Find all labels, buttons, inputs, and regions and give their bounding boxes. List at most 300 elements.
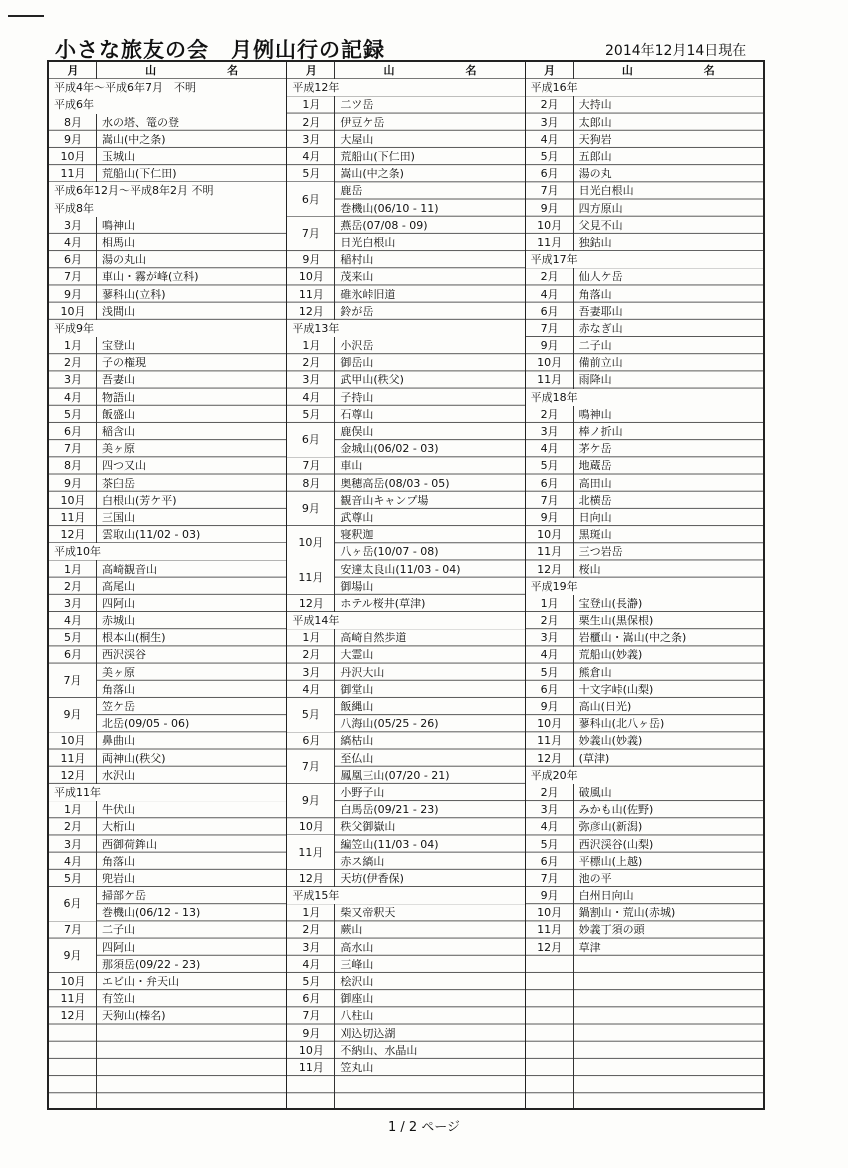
table-row [49, 1007, 286, 1024]
table-row [287, 371, 524, 388]
month-cell: 10月 [60, 493, 86, 507]
table-row [49, 475, 286, 492]
mountain-name-cell: 稲含山 [102, 426, 135, 438]
table-row [287, 406, 524, 423]
month-cell: 3月 [540, 115, 559, 129]
era-heading-row [49, 200, 286, 217]
mountain-name-cell: 桧沢山 [340, 976, 374, 988]
month-cell: 6月 [540, 854, 559, 868]
month-cell: 11月 [537, 734, 563, 748]
page-title: 小さな旅友の会 月例山行の記録 [55, 38, 385, 62]
era-heading-row [49, 96, 286, 113]
month-cell: 3月 [302, 940, 321, 954]
mountain-name-cell: 日光白根山 [340, 236, 396, 248]
month-cell: 8月 [64, 115, 82, 129]
mountain-name-cell: 三峰山 [340, 958, 374, 970]
month-cell: 4月 [302, 682, 321, 696]
table-row [49, 423, 286, 440]
mountain-name-cell: 熊倉山 [578, 666, 612, 678]
mountain-name-cell: 四方原山 [578, 202, 623, 214]
table-row [526, 681, 763, 698]
table-row [287, 165, 524, 182]
month-cell: 11月 [537, 545, 563, 559]
table-row [287, 1042, 524, 1059]
month-cell: 6月 [64, 648, 82, 662]
month-cell: 9月 [540, 510, 559, 524]
table-row [49, 354, 286, 371]
table-row [49, 853, 286, 870]
month-cell: 10月 [298, 820, 324, 834]
mountain-name-cell: 池の平 [578, 872, 612, 884]
month-cell: 8月 [64, 459, 82, 473]
mountain-name-cell: 独鈷山 [578, 236, 612, 248]
mountain-name-cell: 父見不山 [578, 219, 623, 231]
era-heading-row [526, 767, 763, 784]
table-row [526, 629, 763, 646]
era-label: 平成16年 [530, 81, 578, 95]
mountain-name-cell: 相馬山 [102, 236, 135, 248]
month-cell: 12月 [60, 768, 86, 782]
month-cell-merged: 7月 [287, 750, 334, 784]
table-row [287, 182, 524, 206]
month-cell: 1月 [302, 906, 321, 920]
month-cell: 7月 [540, 493, 559, 507]
table-row [526, 646, 763, 663]
month-cell: 6月 [540, 304, 559, 318]
era-heading-row [526, 251, 763, 268]
era-label: 平成18年 [530, 390, 578, 404]
month-cell: 9月 [540, 700, 559, 714]
table-row [287, 939, 524, 956]
month-cell: 4月 [540, 820, 559, 834]
mountain-name-cell: 鳴神山 [578, 408, 612, 420]
table-row [287, 251, 524, 268]
mountain-name-cell: 赤なぎ山 [578, 322, 623, 334]
mountain-name-cell: 不納山、水晶山 [340, 1044, 418, 1056]
month-cell: 5月 [64, 407, 82, 421]
mountain-name-cell: 有笠山 [102, 993, 135, 1005]
month-cell: 10月 [298, 270, 324, 284]
table-row [49, 698, 286, 722]
mountain-name-cell: 白州日向山 [578, 890, 634, 902]
table-row [526, 801, 763, 818]
era-heading-row [287, 887, 524, 904]
mountain-name-cell: 白馬岳(09/21 - 23) [340, 804, 439, 816]
month-cell: 5月 [302, 975, 321, 989]
table-row [287, 646, 524, 663]
month-cell-merged: 6月 [49, 887, 96, 921]
table-row [49, 457, 286, 474]
header-month: 月 [305, 64, 317, 78]
table-row [287, 835, 524, 859]
mountain-name-cell: 桜山 [578, 563, 601, 575]
mountain-name-cell: 車山・霧が峰(立科) [102, 271, 199, 283]
month-cell-merged: 9月 [287, 492, 334, 526]
month-cell: 5月 [302, 167, 321, 181]
month-cell: 3月 [302, 373, 321, 387]
mountain-name-cell: 西御荷鉾山 [102, 838, 157, 850]
mountain-name-cell: 巻機山(06/12 - 13) [102, 907, 201, 919]
table-row [287, 492, 524, 515]
table-row [526, 165, 763, 182]
month-cell: 9月 [64, 476, 82, 490]
month-cell: 9月 [540, 889, 559, 903]
mountain-name-cell: 那須岳(09/22 - 23) [102, 958, 201, 970]
month-cell: 1月 [540, 596, 559, 610]
mountain-name-cell: 鹿岳 [340, 185, 363, 197]
table-row [287, 732, 524, 749]
table-row [49, 492, 286, 509]
month-cell: 10月 [537, 906, 563, 920]
table-row [526, 835, 763, 852]
month-cell: 11月 [537, 235, 563, 249]
table-header-row [526, 62, 763, 79]
mountain-name-cell: 茶臼岳 [102, 477, 135, 489]
month-cell-merged: 10月 [287, 526, 334, 560]
table-row [49, 165, 286, 182]
mountain-name-cell: 大屋山 [340, 133, 374, 145]
month-cell: 1月 [64, 339, 82, 353]
mountain-name-cell: 至仏山 [340, 752, 374, 764]
era-heading-row [526, 79, 763, 96]
mountain-name-cell: 宝登山(長瀞) [578, 597, 643, 609]
table-row [526, 715, 763, 732]
mountain-name-cell: 八ヶ岳(10/07 - 08) [340, 546, 439, 558]
mountain-name-cell: 蓼科山(立科) [102, 288, 166, 300]
mountain-name-cell: 四つ又山 [102, 460, 146, 472]
table-row [49, 526, 286, 543]
table-row [49, 973, 286, 990]
month-cell: 7月 [302, 1009, 321, 1023]
mountain-name-cell: 仙人ケ岳 [578, 271, 623, 283]
mountain-name-cell: 高田山 [578, 477, 612, 489]
mountain-name-cell: 角落山 [102, 855, 135, 867]
month-cell: 11月 [537, 923, 563, 937]
table-row [287, 423, 524, 447]
mountain-name-cell: 秩父御嶽山 [340, 821, 396, 833]
table-row [49, 285, 286, 302]
mountain-name-cell: 角落山 [102, 683, 135, 695]
era-label: 平成6年 [54, 98, 94, 112]
mountain-name-cell: 玉城山 [102, 151, 135, 163]
table-row [49, 595, 286, 612]
month-cell: 6月 [64, 253, 82, 267]
month-cell: 3月 [64, 218, 82, 232]
table-row [526, 870, 763, 887]
mountain-name-cell: 二ツ岳 [340, 99, 374, 111]
table-row [49, 268, 286, 285]
table-row [526, 406, 763, 423]
mountain-name-cell: 湯の丸山 [102, 254, 146, 266]
month-cell: 9月 [64, 132, 82, 146]
era-heading-row [287, 79, 524, 96]
table-row [287, 114, 524, 131]
month-cell: 5月 [64, 871, 82, 885]
table-row [287, 595, 524, 612]
month-cell: 10月 [298, 1043, 324, 1057]
month-cell: 10月 [60, 150, 86, 164]
mountain-name-cell: 湯の丸 [578, 168, 612, 180]
table-row [526, 939, 763, 956]
mountain-name-cell: 平標山(上越) [578, 855, 643, 867]
table-row [526, 543, 763, 560]
table-row [287, 131, 524, 148]
mountain-name-cell: 掃部ケ岳 [102, 890, 146, 902]
table-row [526, 612, 763, 629]
table-row [526, 492, 763, 509]
mountain-name-cell: 武甲山(秩父) [340, 374, 404, 386]
mountain-name-cell: 車山 [340, 460, 363, 472]
mountain-name-cell: 水の塔、篭の登 [102, 116, 179, 128]
table-column-1 [49, 62, 287, 1108]
mountain-name-cell: 棒ノ折山 [578, 426, 623, 438]
header-month: 月 [544, 64, 556, 78]
era-heading-row [49, 543, 286, 560]
table-row [287, 457, 524, 474]
mountain-name-cell: エビ山・弁天山 [102, 976, 179, 988]
table-row [526, 182, 763, 199]
mountain-name-cell: 荒船山(下仁田) [340, 151, 415, 163]
month-cell: 11月 [60, 167, 86, 181]
table-row [287, 560, 524, 584]
month-cell: 2月 [540, 785, 559, 799]
table-row [49, 801, 286, 818]
mountain-name-cell: 天坊(伊香保) [340, 872, 404, 884]
table-row [287, 285, 524, 302]
table-row [287, 1059, 524, 1076]
mountain-name-cell: 三つ岩岳 [578, 546, 623, 558]
table-row [49, 114, 286, 131]
table-row [49, 921, 286, 938]
month-cell: 5月 [540, 150, 559, 164]
month-cell-merged: 9月 [49, 939, 96, 973]
month-cell: 4月 [540, 132, 559, 146]
table-header-row [287, 62, 524, 79]
month-cell: 4月 [540, 442, 559, 456]
mountain-name-cell: 鼻曲山 [102, 735, 135, 747]
era-label: 平成19年 [530, 579, 578, 593]
table-row [287, 1007, 524, 1024]
month-cell: 9月 [540, 201, 559, 215]
table-row [49, 939, 286, 962]
month-cell: 11月 [60, 992, 86, 1006]
table-row [49, 217, 286, 234]
month-cell: 3月 [64, 837, 82, 851]
month-cell: 12月 [537, 940, 563, 954]
table-row [49, 818, 286, 835]
month-cell: 10月 [60, 304, 86, 318]
table-row [287, 818, 524, 835]
mountain-name-cell: 観音山キャンプ場 [340, 494, 429, 506]
mountain-name-cell: 妙義山(妙義) [578, 735, 643, 747]
era-label: 平成17年 [530, 253, 578, 267]
mountain-name-cell: 高崎観音山 [102, 563, 157, 575]
table-row [287, 681, 524, 698]
month-cell: 2月 [64, 579, 82, 593]
table-row [49, 629, 286, 646]
mountain-name-cell: 物語山 [102, 391, 135, 403]
month-cell: 12月 [298, 871, 324, 885]
month-cell: 5月 [540, 665, 559, 679]
era-label: 平成14年 [292, 614, 340, 628]
month-cell: 2月 [64, 820, 82, 834]
mountain-name-cell: 兜岩山 [102, 872, 135, 884]
mountain-name-cell: 奥穂高岳(08/03 - 05) [340, 477, 450, 489]
mountain-name-cell: 二子山 [578, 340, 612, 352]
mountain-name-cell: 西沢渓谷 [102, 649, 146, 661]
mountain-name-cell: 鍋割山・荒山(赤城) [578, 907, 676, 919]
mountain-name-cell: 碓氷峠旧道 [340, 288, 396, 300]
mountain-name-cell: 刈込切込湖 [340, 1027, 396, 1039]
mountain-name-cell: 高水山 [340, 941, 374, 953]
table-row [526, 750, 763, 767]
table-row [49, 131, 286, 148]
era-label: 平成4年～平成6年7月 不明 [54, 81, 196, 95]
table-row [49, 612, 286, 629]
mountain-name-cell: 子の権現 [102, 357, 146, 369]
month-cell: 6月 [302, 992, 321, 1006]
table-row [49, 750, 286, 767]
header-month: 月 [67, 64, 79, 78]
month-cell-merged: 7月 [49, 664, 96, 698]
table-row [49, 251, 286, 268]
mountain-name-cell: 柴又帝釈天 [340, 907, 396, 919]
mountain-name-cell: 嵩山(中之条) [340, 168, 404, 180]
mountain-name-cell: 吾妻山 [102, 374, 135, 386]
month-cell: 5月 [64, 631, 82, 645]
table-row [526, 354, 763, 371]
table-row [526, 509, 763, 526]
table-row [526, 526, 763, 543]
table-row [526, 784, 763, 801]
mountain-name-cell: 牛伏山 [102, 804, 135, 816]
table-row [287, 750, 524, 773]
mountain-name-cell: 地蔵岳 [578, 460, 612, 472]
table-row [49, 440, 286, 457]
era-heading-row [49, 79, 286, 96]
era-label: 平成20年 [530, 768, 578, 782]
mountain-name-cell: 笠ケ岳 [102, 701, 135, 713]
month-cell: 9月 [302, 1026, 321, 1040]
mountain-name-cell: 太郎山 [578, 116, 612, 128]
mountain-name-cell: 浅間山 [102, 305, 135, 317]
mountain-name-cell: 備前立山 [578, 357, 623, 369]
month-cell: 6月 [540, 476, 559, 490]
mountain-name-cell: 蕨山 [340, 924, 363, 936]
mountain-name-cell: 赤ス縞山 [340, 855, 385, 867]
mountain-name-cell: 白根山(芳ケ平) [102, 494, 177, 506]
table-row [49, 870, 286, 887]
mountain-name-cell: 水沢山 [102, 769, 135, 781]
month-cell: 6月 [540, 682, 559, 696]
table-row [526, 887, 763, 904]
table-row [287, 475, 524, 492]
header-mountain-name: 山 名 [145, 64, 269, 78]
month-cell: 11月 [60, 751, 86, 765]
month-cell: 10月 [537, 528, 563, 542]
month-cell: 10月 [60, 734, 86, 748]
month-cell: 7月 [540, 321, 559, 335]
month-cell-merged: 6月 [287, 182, 334, 216]
mountain-name-cell: 十文字峠(山梨) [578, 683, 654, 695]
month-cell: 12月 [298, 304, 324, 318]
month-cell: 11月 [60, 510, 86, 524]
era-heading-row [49, 182, 286, 199]
table-row [526, 818, 763, 835]
month-cell: 11月 [298, 287, 324, 301]
mountain-name-cell: 天狗山(榛名) [102, 1010, 166, 1022]
month-cell-merged: 7月 [287, 217, 334, 251]
month-cell: 1月 [302, 631, 321, 645]
table-row [287, 698, 524, 722]
month-cell-merged: 5月 [287, 698, 334, 732]
month-cell: 11月 [537, 373, 563, 387]
month-cell: 3月 [64, 596, 82, 610]
mountain-name-cell: 西沢渓谷(山梨) [578, 838, 654, 850]
table-row [49, 371, 286, 388]
mountain-name-cell: 天狗岩 [578, 133, 612, 145]
table-row [526, 303, 763, 320]
month-cell: 4月 [302, 390, 321, 404]
mountain-name-cell: 日光白根山 [578, 185, 634, 197]
table-row [287, 337, 524, 354]
mountain-name-cell: 武尊山 [340, 511, 374, 523]
table-row [49, 337, 286, 354]
month-cell: 4月 [540, 648, 559, 662]
month-cell: 7月 [540, 871, 559, 885]
mountain-name-cell: 日向山 [578, 511, 612, 523]
month-cell: 4月 [64, 235, 82, 249]
header-mountain-name: 山 名 [383, 64, 507, 78]
month-cell: 10月 [537, 356, 563, 370]
mountain-name-cell: 子持山 [340, 391, 374, 403]
table-row [49, 406, 286, 423]
table-row [526, 234, 763, 251]
month-cell: 3月 [540, 803, 559, 817]
mountain-name-cell: 角落山 [578, 288, 612, 300]
mountain-name-cell: 茅ケ岳 [578, 443, 612, 455]
mountain-name-cell: 北横岳 [578, 494, 612, 506]
mountain-name-cell: 編笠山(11/03 - 04) [340, 838, 439, 850]
mountain-name-cell: 鳳凰三山(07/20 - 21) [340, 769, 450, 781]
table-row [287, 148, 524, 165]
mountain-name-cell: 燕岳(07/08 - 09) [340, 219, 428, 231]
table-row [287, 1025, 524, 1042]
mountain-name-cell: 御堂山 [340, 683, 374, 695]
table-row [49, 990, 286, 1007]
table-row [526, 131, 763, 148]
mountain-name-cell: 四阿山 [102, 597, 135, 609]
table-row [526, 337, 763, 354]
table-row [287, 389, 524, 406]
mountain-name-cell: 小沢岳 [340, 340, 374, 352]
table-row [49, 664, 286, 687]
mountain-name-cell: 岩櫃山・嵩山(中之条) [578, 632, 687, 644]
month-cell: 9月 [302, 253, 321, 267]
mountain-name-cell: 四阿山 [102, 941, 135, 953]
table-row [287, 664, 524, 681]
mountain-name-cell: 北岳(09/05 - 06) [102, 718, 190, 730]
table-row [526, 96, 763, 113]
month-cell: 4月 [540, 287, 559, 301]
month-cell: 2月 [302, 356, 321, 370]
month-cell: 1月 [64, 803, 82, 817]
month-cell: 4月 [64, 614, 82, 628]
table-row [526, 423, 763, 440]
mountain-name-cell: 美ヶ原 [102, 443, 135, 455]
era-label: 平成10年 [54, 545, 101, 559]
era-label: 平成11年 [54, 785, 101, 799]
